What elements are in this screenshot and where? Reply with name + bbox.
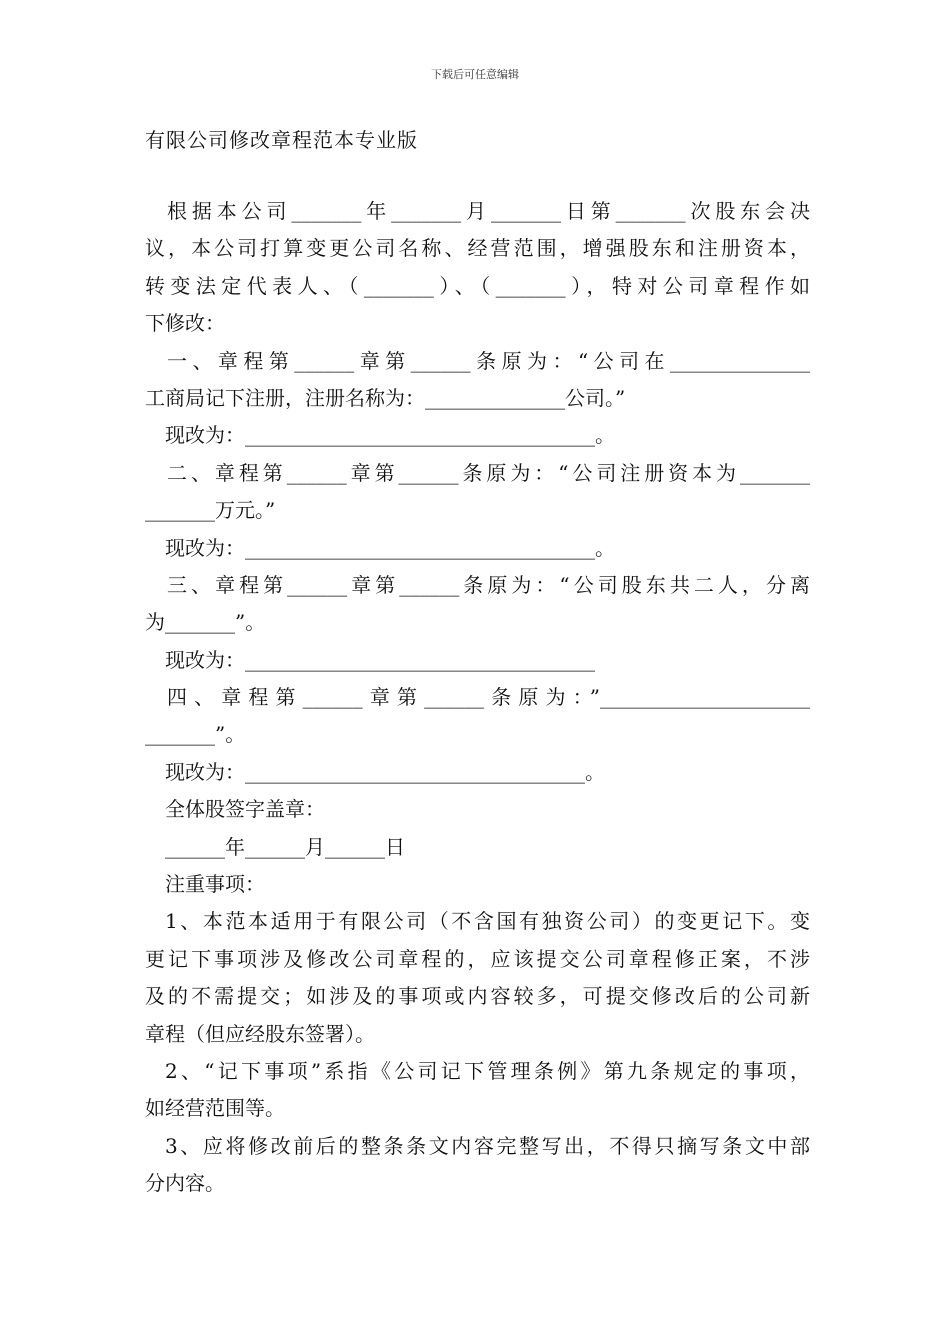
note-line: 1、本范本适用于有限公司（不含国有独资公司）的变更记下。变: [165, 909, 810, 934]
paragraph-line: 根据本公司_______年_______月_______日第_______次股东会决: [167, 199, 810, 223]
note-line: 章程（但应经股东签署）。: [145, 1021, 375, 1046]
note-line: 分内容。: [145, 1171, 225, 1196]
clause-line: 三、章程第______章第______条原为：“公司股东共二人，分离: [167, 572, 810, 597]
clause-line: _______万元。”: [145, 498, 276, 523]
paragraph-line: 下修改：: [145, 311, 225, 336]
clause-line: 一、章程第______章第______条原为：“公司在______________: [167, 348, 810, 373]
amendment-line: 现改为：___________________________________。: [165, 535, 615, 560]
note-line: 更记下事项涉及修改公司章程的，应该提交公司章程修正案，不涉: [145, 946, 810, 971]
amendment-line: 现改为：___________________________________: [165, 647, 595, 672]
amendment-line: 现改为：__________________________________。: [165, 759, 605, 784]
paragraph-line: 议，本公司打算变更公司名称、经营范围，增强股东和注册资本，: [145, 236, 810, 261]
date-line: ______年______月______日: [165, 834, 405, 859]
note-line: 及的不需提交；如涉及的事项或内容较多，可提交修改后的公司新: [145, 984, 810, 1009]
clause-line: 二、章程第______章第______条原为：“公司注册资本为_______: [167, 460, 810, 485]
document-title: 有限公司修改章程范本专业版: [145, 128, 418, 152]
amendment-line: 现改为：___________________________________。: [165, 423, 615, 448]
paragraph-line: 转变法定代表人、（_______）、（_______），特对公司章程作如: [145, 273, 810, 298]
signature-label: 全体股签字盖章：: [165, 797, 325, 822]
note-line: 3、应将修改前后的整条条文内容完整写出，不得只摘写条文中部: [165, 1133, 810, 1158]
clause-line: 工商局记下注册，注册名称为：______________公司。”: [145, 385, 626, 410]
clause-line: _______”。: [145, 722, 246, 747]
clause-line: 为_______”。: [145, 610, 266, 635]
document-body: [145, 193, 810, 1203]
note-line: 如经营范围等。: [145, 1096, 285, 1121]
clause-line: 四、章程第______章第______条原为：”_____________________: [167, 685, 810, 710]
page-header: 下载后可任意编辑: [431, 68, 519, 81]
notes-heading: 注重事项：: [165, 872, 265, 897]
note-line: 2、“记下事项”系指《公司记下管理条例》第九条规定的事项，: [165, 1058, 810, 1083]
